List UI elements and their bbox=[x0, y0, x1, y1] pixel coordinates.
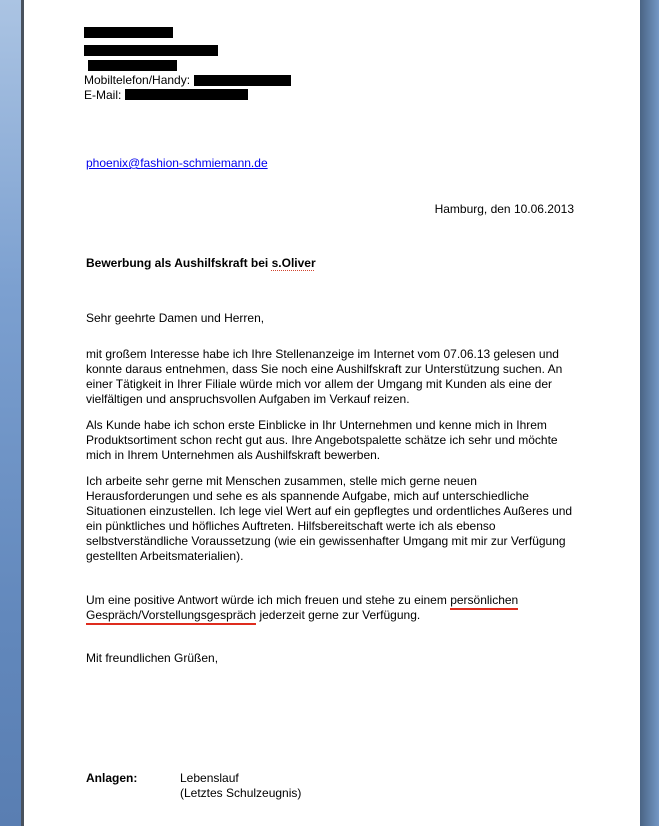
redacted-sender-street bbox=[84, 45, 218, 56]
redacted-sender-name bbox=[84, 27, 173, 38]
sender-email-row bbox=[84, 87, 291, 102]
enclosures-list bbox=[180, 771, 301, 801]
dateline: Hamburg, den 10.06.2013 bbox=[434, 202, 574, 216]
annotation-underline-1: persönlichen bbox=[450, 593, 518, 610]
enclosures-label: Anlagen: bbox=[86, 771, 138, 785]
paragraph-4-text-start: Um eine positive Antwort würde ich mich freuen und stehe zu einem bbox=[86, 593, 451, 607]
subject-text: Bewerbung als Aushilfskraft bei bbox=[86, 256, 272, 270]
paragraph-3: Ich arbeite sehr gerne mit Menschen zusammen, stelle mich gerne neuen Herausforderungen und sehe es als spannende Aufgabe, mich auf unterschiedliche Situationen einzustellen. Ich lege viel Wert auf ein gepflegtes und ordentliches Außeres und ein pünktliches und höfliches Auftreten. Hilfsbereitschaft werte ich als ebenso selbstverständliche Voraussetzung (wie ein gewissenhafter Umgang mit mir zur Verfügung gestellten Arbeitsmaterialien). bbox=[86, 474, 573, 563]
redacted-email-address bbox=[125, 89, 248, 100]
sender-mobile-row bbox=[84, 73, 291, 88]
sender-name-row bbox=[84, 25, 291, 40]
sender-street-row bbox=[84, 44, 291, 59]
paragraph-1: mit großem Interesse habe ich Ihre Stellenanzeige im Internet vom 07.06.13 gelesen und konnte daraus entnehmen, dass Sie noch eine Aushilfskraft zur Unterstützung suchen. An einer Tätigkeit in Ihrer Filiale würde mich vor allem der Umgang mit Kunden als eine der vielfältigen und anspruchsvollen Aufgaben im Verkauf reizen. bbox=[86, 347, 563, 406]
subject-line bbox=[86, 256, 316, 270]
paragraph-4-text-end: jederzeit gerne zur Verfügung. bbox=[256, 608, 421, 622]
paragraph-2: Als Kunde habe ich schon erste Einblicke in Ihr Unternehmen und kenne mich in Ihrem Produktsortiment schon recht gut aus. Ihre Angebotspalette schätze ich sehr und möchte mich in Ihrem Unternehmen als Aushilfskraft bewerben. bbox=[86, 418, 558, 462]
email-link[interactable]: phoenix@fashion-schmiemann.de bbox=[86, 156, 268, 170]
email-label: E-Mail: bbox=[84, 87, 122, 102]
sender-city-row bbox=[84, 58, 291, 73]
annotation-underline-2: Gespräch/Vorstellungsgespräch bbox=[86, 608, 256, 625]
page-border-right bbox=[640, 0, 659, 826]
closing: Mit freundlichen Grüßen, bbox=[86, 651, 219, 665]
enclosure-item: Lebenslauf bbox=[180, 771, 239, 785]
enclosures-block bbox=[86, 771, 301, 801]
page-border-left bbox=[0, 0, 24, 826]
paragraph-4 bbox=[86, 593, 575, 623]
sender-address-block bbox=[84, 25, 291, 102]
subject-company-name: s.Oliver bbox=[271, 256, 316, 270]
redacted-sender-city bbox=[88, 60, 177, 71]
mobile-label: Mobiltelefon/Handy: bbox=[84, 73, 191, 88]
redacted-mobile-number bbox=[194, 75, 291, 86]
salutation: Sehr geehrte Damen und Herren, bbox=[86, 311, 265, 325]
enclosure-item: (Letztes Schulzeugnis) bbox=[180, 786, 302, 800]
